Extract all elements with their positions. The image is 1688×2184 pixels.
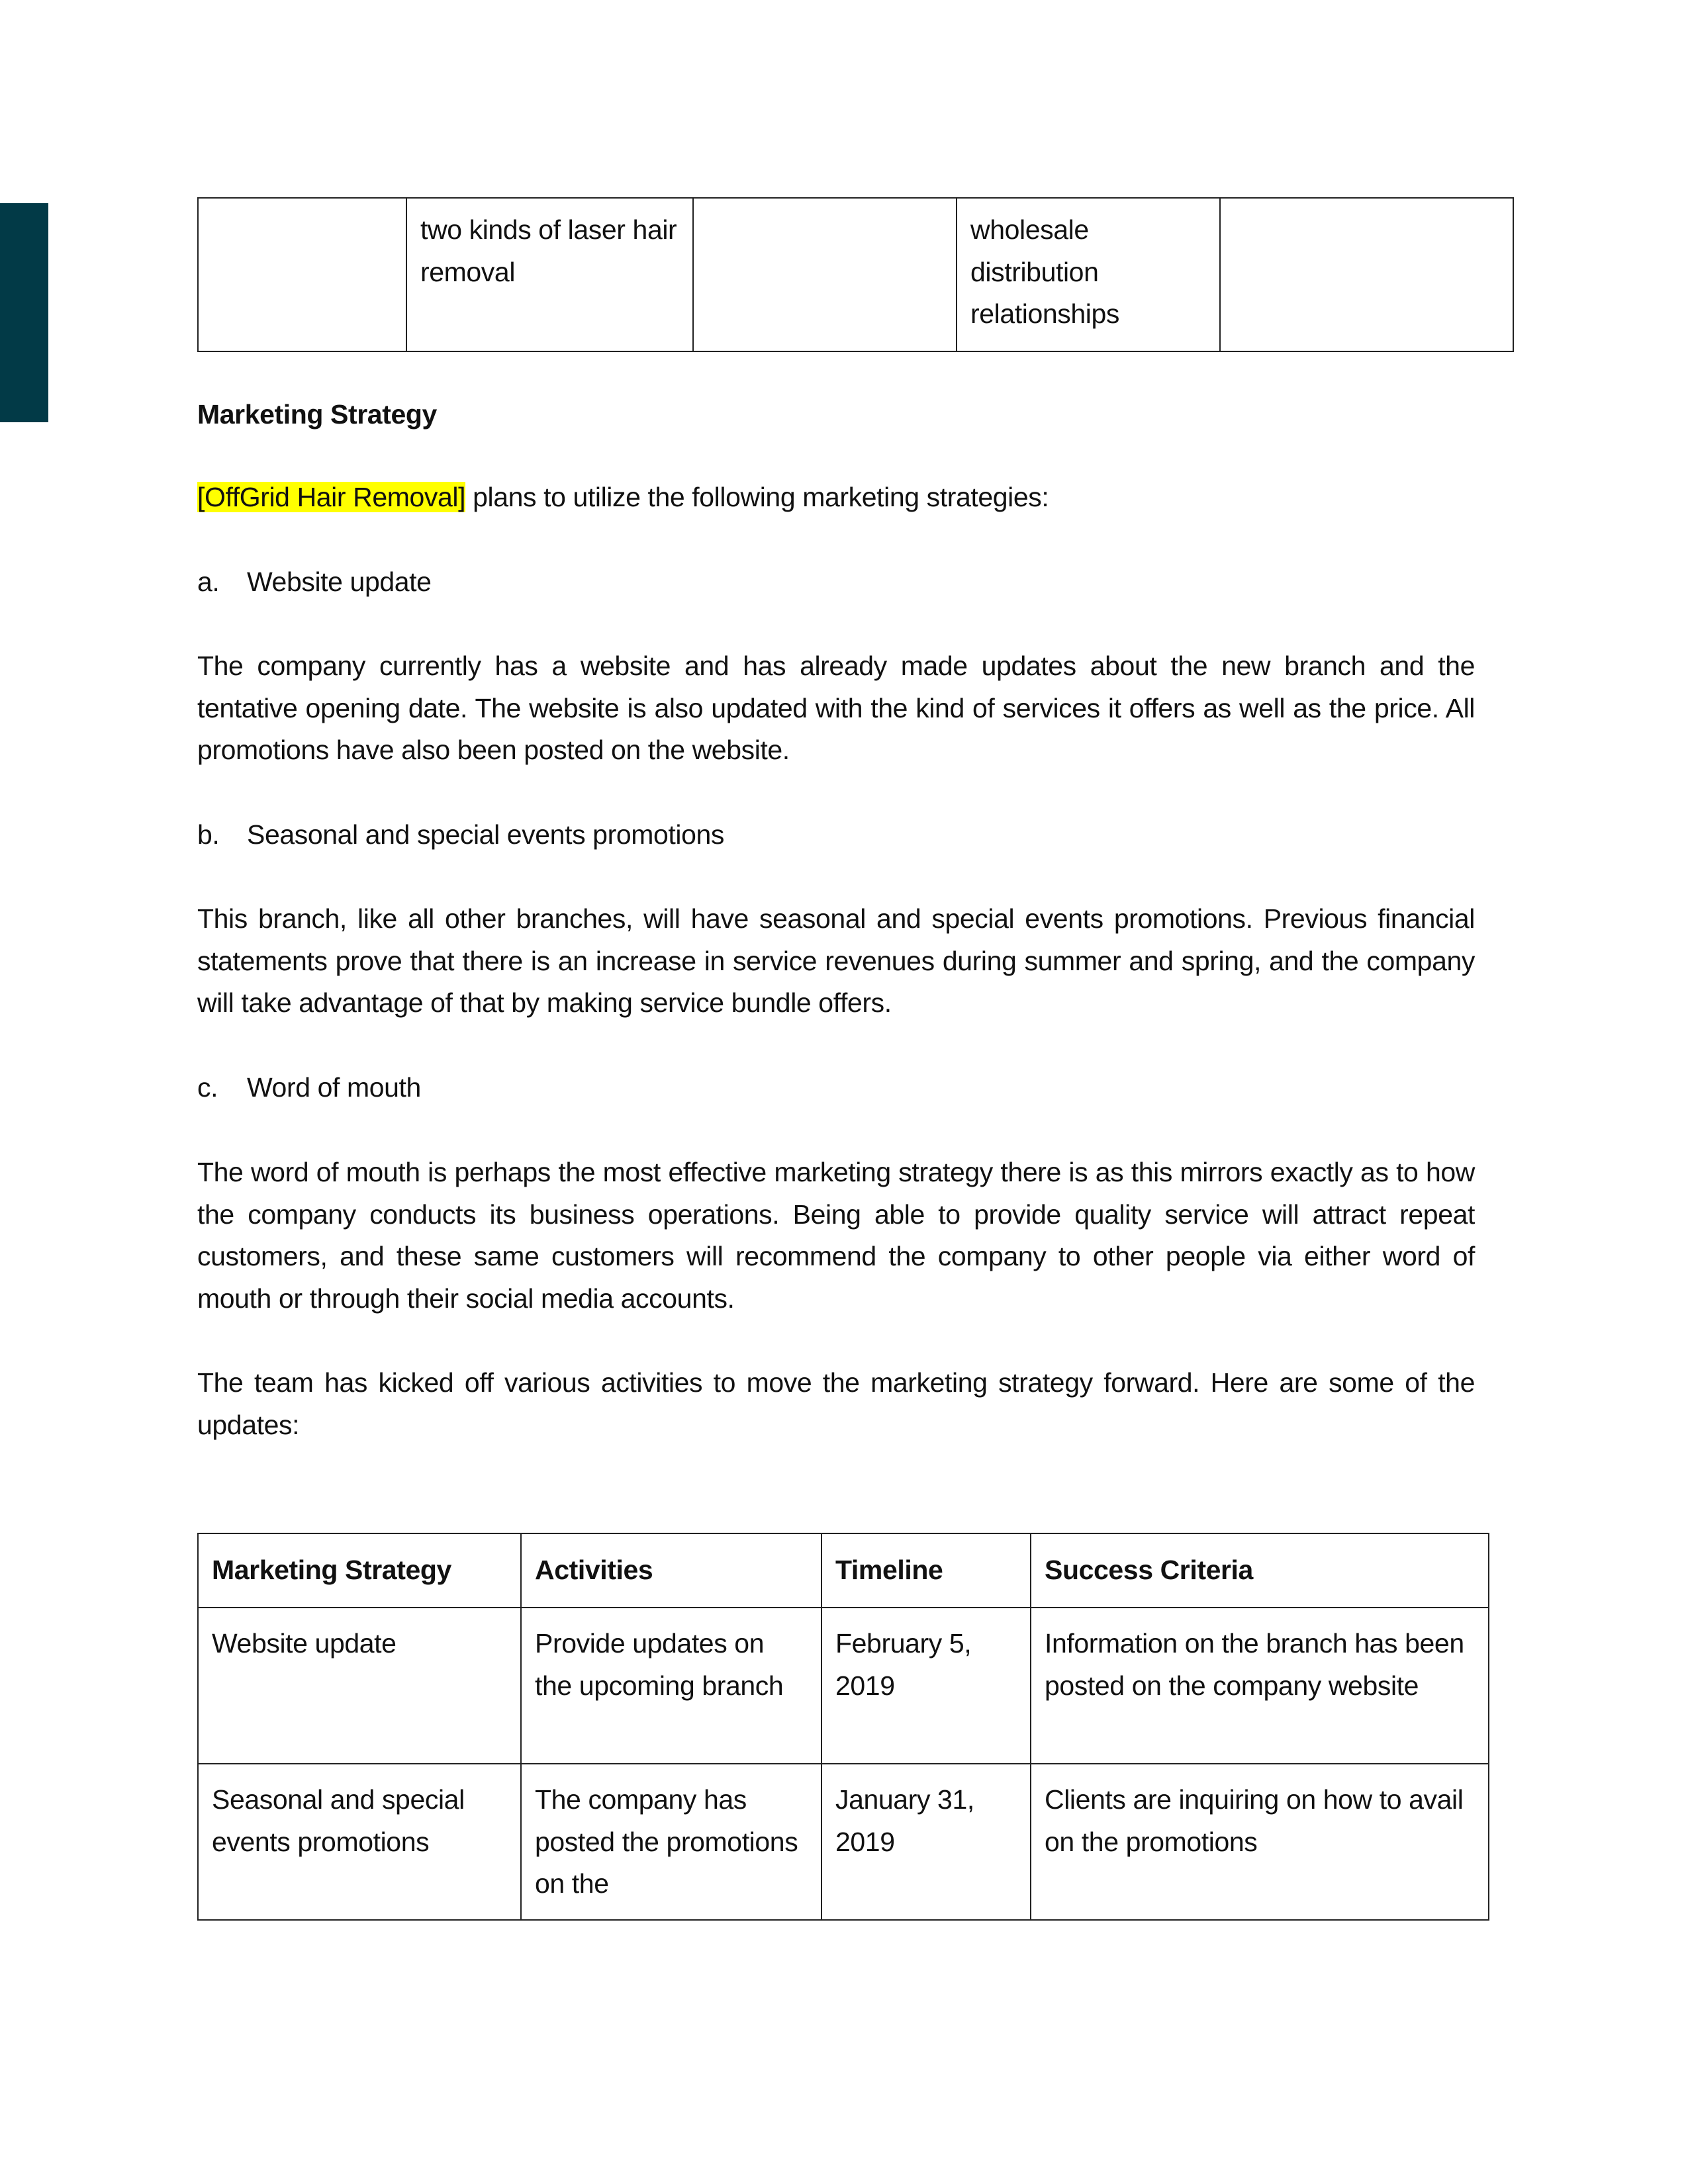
table-row [198,1764,1489,1920]
list-item-website-update [197,561,1475,604]
table-cell: Clients are inquiring on how to avail on the promotions [1031,1764,1489,1920]
table-cell: January 31, 2019 [821,1764,1031,1920]
table-row [198,198,1513,351]
list-item-title: Seasonal and special events promotions [247,819,724,850]
marketing-strategy-table [197,1533,1489,1921]
table-cell: February 5, 2019 [821,1608,1031,1764]
section-heading: Marketing Strategy [197,399,437,430]
list-marker: c. [197,1072,218,1103]
list-item-seasonal-promotions [197,814,1475,856]
column-header: Success Criteria [1031,1533,1489,1608]
table-cell: Provide updates on the upcoming branch [521,1608,821,1764]
company-name-highlight: [OffGrid Hair Removal] [197,482,466,512]
intro-text: plans to utilize the following marketing strategies: [465,482,1049,512]
body-paragraph-seasonal: This branch, like all other branches, will have seasonal and special events promotions. Previous financial statements prove that there is an increase in service revenues during summer and spring, and the company will take advantage of that by making service bundle offers. [197,903,1475,1018]
list-marker: b. [197,819,220,850]
side-accent-bar [0,203,48,422]
table-cell: The company has posted the promotions on the [521,1764,821,1920]
table-cell: Seasonal and special events promotions [198,1764,521,1920]
list-item-title: Word of mouth [247,1072,421,1103]
table-cell: wholesale distribution relationships [957,198,1220,351]
body-paragraph-website: The company currently has a website and has already made updates about the new branch and the tentative opening date. The website is also updated with the kind of services it offers as well as the price. All promotions have also been posted on the website. [197,651,1475,765]
list-item-title: Website update [247,567,432,597]
table-cell [198,198,406,351]
intro-paragraph [197,477,1475,519]
table-header-row [198,1533,1489,1608]
table-cell: Website update [198,1608,521,1764]
closing-paragraph: The team has kicked off various activities to move the marketing strategy forward. Here are some of the updates: [197,1367,1475,1440]
table-cell [1220,198,1513,351]
table-row [198,1608,1489,1764]
table-cell: two kinds of laser hair removal [406,198,693,351]
list-marker: a. [197,567,220,597]
column-header: Activities [521,1533,821,1608]
column-header: Marketing Strategy [198,1533,521,1608]
column-header: Timeline [821,1533,1031,1608]
continued-table [197,197,1514,352]
body-paragraph-word-of-mouth: The word of mouth is perhaps the most effective marketing strategy there is as this mirrors exactly as to how the company conducts its business operations. Being able to provide quality service will attract repeat customers, and these same customers will recommend the company to other people via either word of mouth or through their social media accounts. [197,1157,1475,1314]
table-cell [693,198,957,351]
table-cell: Information on the branch has been posted on the company website [1031,1608,1489,1764]
list-item-word-of-mouth [197,1067,1475,1109]
